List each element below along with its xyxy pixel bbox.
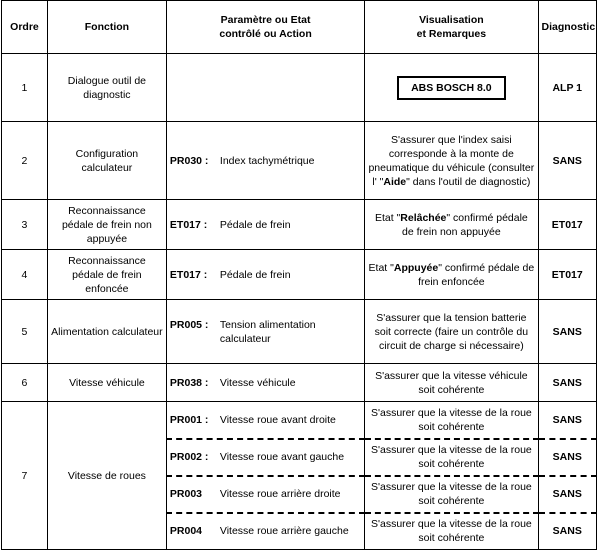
parameter-label: Vitesse roue avant droite xyxy=(219,413,336,426)
row-visualisation: S'assurer que la tension batterie soit correcte (faire un contrôle du circuit de charge si nécessaire) xyxy=(365,300,538,364)
row-fonction: Alimentation calculateur xyxy=(47,300,166,364)
visu-text-post: " confirmé pédale de frein non appuyée xyxy=(402,211,528,238)
visu-text-bold: Relâchée xyxy=(400,211,447,224)
parameter-code: PR003 xyxy=(169,488,203,500)
visu-text-pre: S'assurer que l'index saisi corresponde à la monte de pneumatique du véhicule (consulter l' " xyxy=(368,133,535,188)
row-diagnostic: ALP 1 xyxy=(538,54,597,122)
parameter-label: Index tachymétrique xyxy=(219,154,315,167)
row-parametre xyxy=(166,122,364,200)
parameter-code: PR004 xyxy=(169,525,203,538)
header-parametre-line2: contrôlé ou Action xyxy=(219,28,312,40)
row-visualisation: S'assurer que la vitesse de la roue soit cohérente xyxy=(365,513,538,550)
parameter-code: ET017 : xyxy=(169,268,208,281)
row-ordre: 7 xyxy=(2,402,48,550)
row-diagnostic: SANS xyxy=(538,439,597,476)
row-parametre xyxy=(166,513,364,550)
visu-text-post: " confirmé pédale de frein enfoncée xyxy=(418,261,535,288)
row-ordre: 3 xyxy=(2,200,48,250)
parameter-code: PR002 : xyxy=(169,451,209,463)
row-visualisation: S'assurer que la vitesse de la roue soit cohérente xyxy=(365,402,538,439)
parameter-code: PR038 : xyxy=(169,376,209,389)
row-diagnostic: SANS xyxy=(538,300,597,364)
header-row xyxy=(2,1,597,54)
row-fonction: Reconnaissance pédale de frein enfoncée xyxy=(47,250,166,300)
row-parametre xyxy=(166,200,364,250)
row-ordre: 1 xyxy=(2,54,48,122)
table-row xyxy=(2,54,597,122)
table-row xyxy=(2,250,597,300)
row-visualisation: S'assurer que la vitesse de la roue soit cohérente xyxy=(365,439,538,476)
row-fonction: Reconnaissance pédale de frein non appuyée xyxy=(47,200,166,250)
parameter-label: Vitesse véhicule xyxy=(219,376,296,389)
ecu-name-box: ABS BOSCH 8.0 xyxy=(397,76,506,100)
parameter-label: Vitesse roue arrière droite xyxy=(219,488,341,500)
visu-text-post: " dans l'outil de diagnostic) xyxy=(406,175,531,188)
row-ordre: 2 xyxy=(2,122,48,200)
parameter-label: Pédale de frein xyxy=(219,218,291,231)
row-parametre xyxy=(166,476,364,513)
row-parametre xyxy=(166,402,364,439)
table-row xyxy=(2,300,597,364)
row-diagnostic: SANS xyxy=(538,402,597,439)
table-row xyxy=(2,200,597,250)
row-visualisation: S'assurer que la vitesse de la roue soit cohérente xyxy=(365,476,538,513)
row-fonction: Dialogue outil de diagnostic xyxy=(47,54,166,122)
row-ordre: 6 xyxy=(2,364,48,402)
parameter-code: ET017 : xyxy=(169,218,208,231)
row-visualisation xyxy=(365,200,538,250)
visu-text-bold: Appuyée xyxy=(393,261,439,274)
row-ordre: 5 xyxy=(2,300,48,364)
table-row xyxy=(2,122,597,200)
row-visualisation xyxy=(365,250,538,300)
row-fonction: Vitesse de roues xyxy=(47,402,166,550)
parameter-label: Tension alimentation calculateur xyxy=(219,318,316,345)
parameter-code: PR030 : xyxy=(169,154,209,167)
header-visualisation-line2: et Remarques xyxy=(416,28,487,40)
header-parametre xyxy=(166,1,364,54)
table-row xyxy=(2,402,597,439)
row-diagnostic: SANS xyxy=(538,476,597,513)
row-fonction: Configuration calculateur xyxy=(47,122,166,200)
row-ordre: 4 xyxy=(2,250,48,300)
visu-text-pre: Etat " xyxy=(368,261,394,274)
parameter-code: PR001 : xyxy=(169,413,209,426)
row-parametre xyxy=(166,439,364,476)
header-fonction: Fonction xyxy=(47,1,166,54)
row-diagnostic: ET017 xyxy=(538,200,597,250)
row-parametre xyxy=(166,54,364,122)
diagnostic-table xyxy=(1,0,597,550)
header-visualisation-line1: Visualisation xyxy=(419,14,484,26)
header-visualisation xyxy=(365,1,538,54)
header-diagnostic: Diagnostic xyxy=(538,1,597,54)
row-diagnostic: SANS xyxy=(538,364,597,402)
row-visualisation xyxy=(365,54,538,122)
visu-text-pre: Etat " xyxy=(374,211,401,224)
parameter-label: Pédale de frein xyxy=(219,268,291,281)
table-row xyxy=(2,364,597,402)
row-diagnostic: SANS xyxy=(538,122,597,200)
row-diagnostic: ET017 xyxy=(538,250,597,300)
row-diagnostic: SANS xyxy=(538,513,597,550)
visu-text-bold: Aide xyxy=(383,175,407,188)
row-visualisation xyxy=(365,122,538,200)
header-parametre-line1: Paramètre ou Etat xyxy=(220,14,311,26)
parameter-code: PR005 : xyxy=(169,318,209,331)
row-parametre xyxy=(166,250,364,300)
row-parametre xyxy=(166,300,364,364)
row-visualisation: S'assurer que la vitesse véhicule soit cohérente xyxy=(365,364,538,402)
row-fonction: Vitesse véhicule xyxy=(47,364,166,402)
parameter-label: Vitesse roue arrière gauche xyxy=(219,525,349,538)
parameter-label: Vitesse roue avant gauche xyxy=(219,451,345,463)
header-ordre: Ordre xyxy=(2,1,48,54)
row-parametre xyxy=(166,364,364,402)
